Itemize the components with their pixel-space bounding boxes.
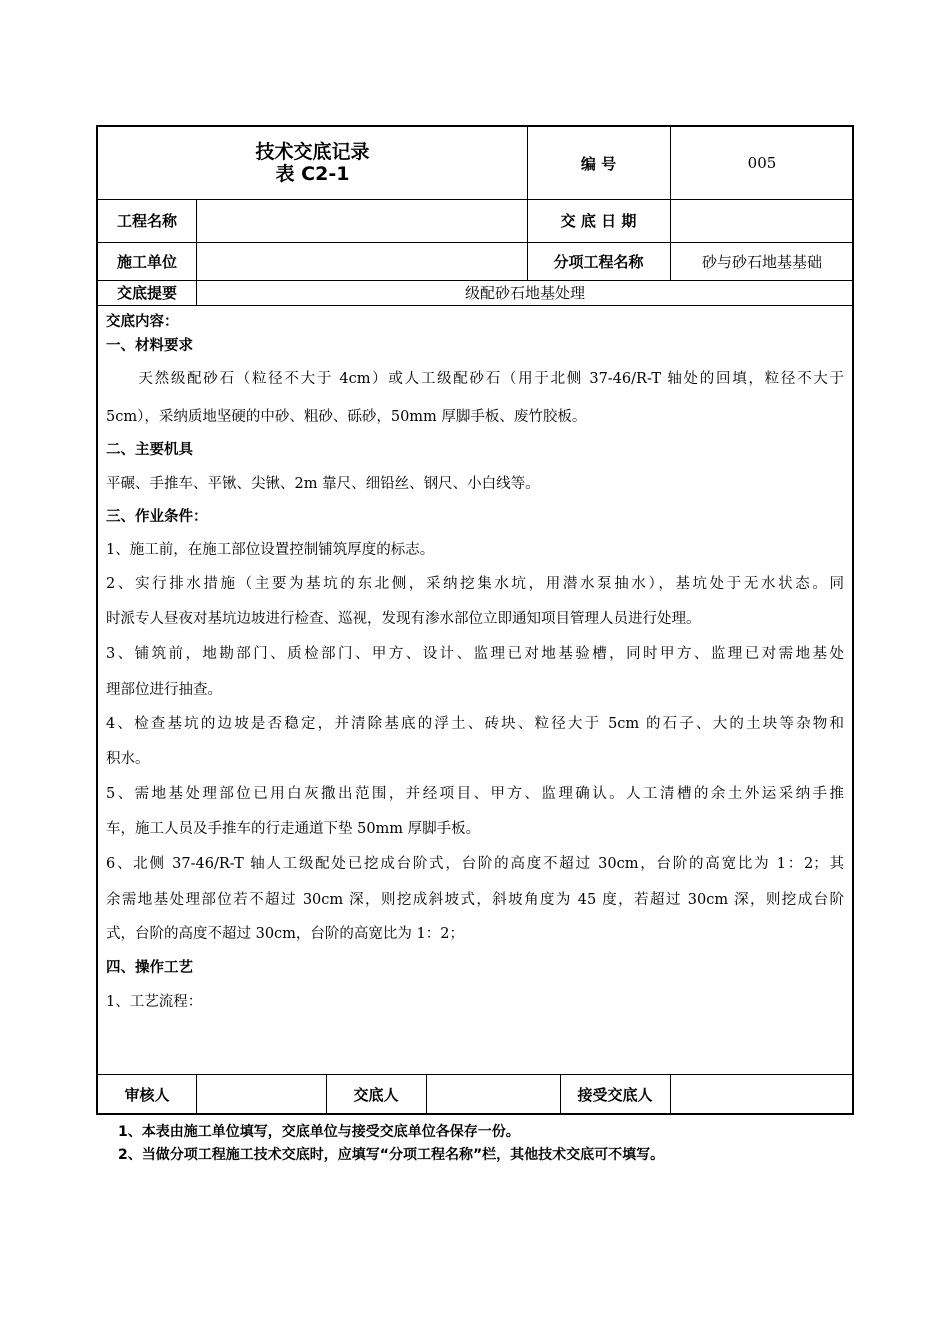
form-title: 技术交底记录: [255, 141, 370, 163]
content-line: 二、主要机具: [106, 442, 193, 458]
content-line: 时派专人昼夜对基坑边坡进行检查、巡视，发现有渗水部位立即通知项目管理人员进行处理。: [106, 611, 701, 627]
content-line: 四、操作工艺: [106, 960, 193, 976]
sub-project-label: 分项工程名称: [553, 252, 644, 271]
content-line: 5、需地基处理部位已用白灰撒出范围，并经项目、甲方、监理确认。人工清槽的余土外运采纳手推: [106, 786, 844, 802]
date-label: 交 底 日 期: [560, 212, 637, 230]
content-line: 车，施工人员及手推车的行走通道下垫 50mm 厚脚手板。: [106, 821, 481, 837]
content-line: 2、实行排水措施（主要为基坑的东北侧，采纳挖集水坑，用潜水泵抽水），基坑处于无水状态。同: [106, 576, 844, 592]
content-line: 天然级配砂石（粒径不大于 4cm）或人工级配砂石（用于北侧 37-46/R-T 轴处的回填，粒径不大于: [106, 371, 844, 387]
discloser-field[interactable]: [426, 1074, 560, 1115]
summary-field[interactable]: 级配砂石地基处理: [464, 284, 585, 302]
content-line: 1、施工前，在施工部位设置控制铺筑厚度的标志。: [106, 542, 435, 558]
disclosure-form: [96, 125, 854, 1115]
row-divider: [98, 305, 852, 306]
date-field[interactable]: [670, 199, 854, 242]
content-line: 3、铺筑前，地勘部门、质检部门、甲方、设计、监理已对地基验槽，同时甲方、监理已对需地基处: [106, 646, 844, 662]
content-line: 4、检查基坑的边坡是否稳定，并清除基底的浮土、砖块、粒径大于 5cm 的石子、大的土块等杂物和: [106, 716, 844, 732]
footnote: 1、本表由施工单位填写，交底单位与接受交底单位各保存一份。: [118, 1124, 520, 1140]
content-line: 平碾、手推车、平锹、尖锹、2m 靠尺、细铅丝、钢尺、小白线等。: [106, 476, 540, 492]
form-number: 表 C2-1: [275, 163, 350, 185]
project-name-field[interactable]: [196, 199, 527, 242]
unit-label: 施工单位: [116, 252, 177, 271]
receiver-field[interactable]: [670, 1074, 854, 1115]
discloser-label: 交底人: [353, 1086, 399, 1104]
content-line: 理部位进行抽查。: [106, 682, 222, 698]
content-line: 积水。: [106, 751, 150, 767]
content-line: 余需地基处理部位若不超过 30cm 深，则挖成斜坡式，斜坡角度为 45 度，若超过 30cm 深，则挖成台阶: [106, 892, 844, 908]
reviewer-label: 审核人: [124, 1086, 170, 1104]
sub-project-field[interactable]: 砂与砂石地基基础: [701, 252, 822, 271]
reviewer-field[interactable]: [196, 1074, 326, 1115]
receiver-label: 接受交底人: [577, 1086, 653, 1104]
content-line: 1、工艺流程：: [106, 994, 203, 1010]
content-line: 5cm），采纳质地坚硬的中砂、粗砂、砾砂，50mm 厚脚手板、废竹胶板。: [106, 409, 587, 425]
content-line: 一、材料要求: [106, 338, 193, 354]
number-value[interactable]: 005: [747, 154, 777, 172]
number-label: 编 号: [580, 154, 617, 173]
content-intro: 交底内容：: [106, 314, 179, 330]
unit-field[interactable]: [196, 242, 527, 280]
footnote: 2、当做分项工程施工技术交底时，应填写“分项工程名称”栏，其他技术交底可不填写。: [118, 1147, 665, 1163]
content-line: 式，台阶的高度不超过 30cm，台阶的高宽比为 1：2；: [106, 926, 464, 942]
content-line: 三、作业条件：: [106, 509, 208, 525]
project-name-label: 工程名称: [116, 212, 177, 230]
form-title-block: [98, 127, 527, 199]
content-line: 6、北侧 37-46/R-T 轴人工级配处已挖成台阶式，台阶的高度不超过 30cm，台阶的高宽比为 1：2；其: [106, 856, 844, 872]
summary-label: 交底提要: [116, 284, 177, 302]
